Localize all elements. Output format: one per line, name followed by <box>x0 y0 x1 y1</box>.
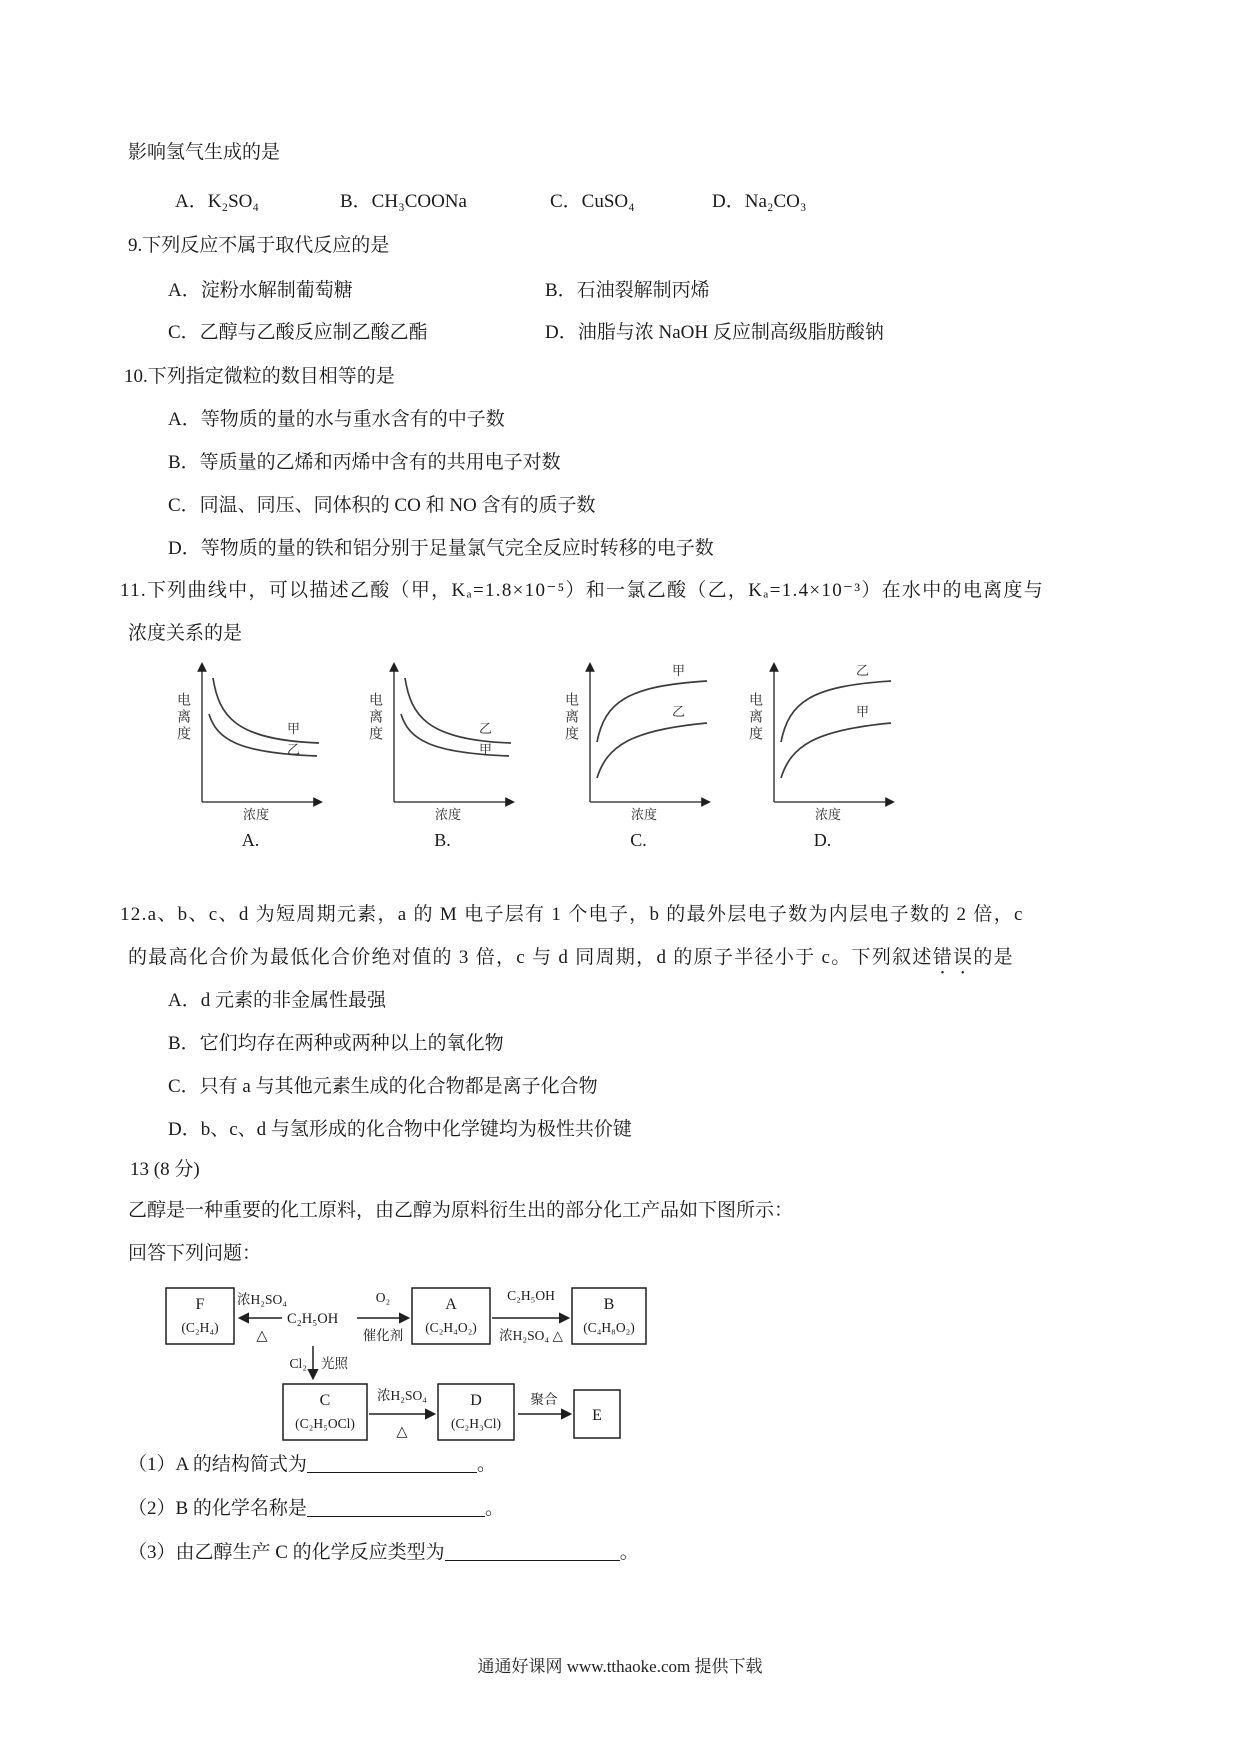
q13-sub3-period: 。 <box>619 1542 639 1563</box>
arrow-b-label-top: C₂H₅OH <box>507 1288 555 1303</box>
arrow-e-label-top: 聚合 <box>530 1392 558 1407</box>
vert-label-right: 光照 <box>321 1356 348 1371</box>
q8-option-b: B．CH₃COONa <box>340 191 467 212</box>
q12-option-c: C．只有 a 与其他元素生成的化合物都是离子化合物 <box>168 1076 598 1097</box>
q13-sub1-blank <box>307 1452 477 1473</box>
arrow-d-label-top: 浓H₂SO₄ <box>377 1388 427 1403</box>
curve-lower-label: 乙 <box>287 742 301 757</box>
graph-a-plot <box>168 652 333 827</box>
q10-option-a: A．等物质的量的水与重水含有的中子数 <box>168 409 505 430</box>
box-a-letter: A <box>445 1296 457 1313</box>
arrow-f-label-bottom: △ <box>256 1328 268 1344</box>
curve-lower <box>781 723 891 778</box>
q11-stem-line1: 11.下列曲线中，可以描述乙酸（甲，Kₐ=1.8×10⁻⁵）和一氯乙酸（乙，Kₐ=1.4×10⁻³）在水中的电离度与 <box>120 580 1045 601</box>
q13-sub3-text: （3）由乙醇生产 C 的化学反应类型为 <box>128 1542 445 1563</box>
q9-option-a: A．淀粉水解制葡萄糖 <box>168 280 353 301</box>
graph-a-letter: A. <box>241 830 260 850</box>
arrow-f-label-top: 浓H₂SO₄ <box>237 1292 287 1307</box>
q13-intro2: 回答下列问题： <box>128 1243 262 1264</box>
curve-lower-label: 甲 <box>479 742 493 757</box>
curve-upper <box>781 681 891 742</box>
q13-sub2-period: 。 <box>484 1498 504 1519</box>
q8-option-c: C．CuSO₄ <box>550 191 635 212</box>
arrow-a-label-top: O₂ <box>375 1290 391 1305</box>
q9-option-c: C．乙醇与乙酸反应制乙酸乙酯 <box>168 322 428 343</box>
arrow-a-label-bottom: 催化剂 <box>362 1328 404 1343</box>
q8-stem-tail: 影响氢气生成的是 <box>128 142 281 163</box>
curve-lower-label: 甲 <box>856 704 870 719</box>
curve-lower <box>597 723 707 778</box>
graph-c-plot <box>556 652 721 827</box>
x-axis-label: 浓度 <box>242 807 270 822</box>
box-a-formula: (C₂H₄O₂) <box>425 1320 477 1335</box>
y-axis-label: 电离度 <box>367 692 382 743</box>
q13-sub1-text: （1）A 的结构简式为 <box>128 1454 307 1475</box>
curve-upper-label: 乙 <box>856 663 870 678</box>
q11-graph-d <box>740 652 905 857</box>
graph-d-letter: D. <box>813 830 832 850</box>
q13-intro1: 乙醇是一种重要的化工原料，由乙醇为原料衍生出的部分化工产品如下图所示： <box>128 1200 794 1221</box>
box-b-formula: (C₄H₈O₂) <box>583 1320 635 1335</box>
q12-option-d: D．b、c、d 与氢形成的化合物中化学键均为极性共价键 <box>168 1119 632 1140</box>
box-d-formula: (C₂H₃Cl) <box>451 1416 501 1431</box>
q8-option-d: D．Na₂CO₃ <box>712 191 807 212</box>
q13-number: 13 (8 分) <box>130 1159 200 1180</box>
box-f-letter: F <box>195 1296 205 1313</box>
q9-option-b: B．石油裂解制丙烯 <box>545 280 710 301</box>
x-axis-label: 浓度 <box>434 807 462 822</box>
curve-lower-label: 乙 <box>672 704 686 719</box>
arrow-b-label-bottom: 浓H₂SO₄ △ <box>499 1328 563 1343</box>
q10-option-c: C．同温、同压、同体积的 CO 和 NO 含有的质子数 <box>168 495 596 516</box>
y-axis-label: 电离度 <box>563 692 578 743</box>
q9-option-d: D．油脂与浓 NaOH 反应制高级脂肪酸钠 <box>545 322 884 343</box>
box-c-formula: (C₂H₅OCl) <box>295 1416 355 1431</box>
q10-option-d: D．等物质的量的铁和铝分别于足量氯气完全反应时转移的电子数 <box>168 538 714 559</box>
q13-flow-diagram <box>150 1280 650 1450</box>
q13-sub3 <box>128 1540 639 1565</box>
footer-text: 通通好课网 www.tthaoke.com 提供下载 <box>477 1657 763 1676</box>
q12-stem-emphasis: 错误 <box>932 947 974 968</box>
q10-option-b: B．等质量的乙烯和丙烯中含有的共用电子对数 <box>168 452 561 473</box>
q13-sub1 <box>128 1452 496 1477</box>
q12-stem-line1: 12.a、b、c、d 为短周期元素，a 的 M 电子层有 1 个电子，b 的最外层电子数为内层电子数的 2 倍，c <box>120 904 1024 925</box>
q10-stem: 10.下列指定微粒的数目相等的是 <box>124 366 395 387</box>
arrow-d-label-bottom: △ <box>396 1424 408 1440</box>
graph-d-plot <box>740 652 905 827</box>
curve-upper <box>405 678 511 743</box>
q13-sub2-blank <box>307 1496 485 1517</box>
q13-sub2 <box>128 1496 504 1521</box>
box-d-letter: D <box>470 1392 482 1409</box>
q13-sub3-blank <box>445 1540 620 1561</box>
x-axis-label: 浓度 <box>630 807 658 822</box>
q9-stem: 9.下列反应不属于取代反应的是 <box>128 235 390 256</box>
graph-b-letter: B. <box>434 830 451 850</box>
q13-sub1-period: 。 <box>476 1454 496 1475</box>
q11-stem-line2: 浓度关系的是 <box>128 623 243 644</box>
curve-upper-label: 甲 <box>287 721 301 736</box>
q12-stem-line2-pre: 的最高化合价为最低化合价绝对值的 3 倍，c 与 d 同周期，d 的原子半径小于 c。下列叙述 <box>128 947 933 968</box>
y-axis-label: 电离度 <box>747 692 762 743</box>
ethanol-formula: C₂H₅OH <box>287 1311 339 1327</box>
curve-upper <box>597 681 707 742</box>
q13-sub2-text: （2）B 的化学名称是 <box>128 1498 307 1519</box>
graph-c-letter: C. <box>630 830 647 850</box>
q12-stem-line2-post: 的是 <box>973 947 1014 968</box>
box-b-letter: B <box>603 1296 615 1313</box>
curve-upper <box>213 678 319 743</box>
box-c-letter: C <box>319 1392 331 1409</box>
graph-b-plot <box>360 652 525 827</box>
q11-graph-a <box>168 652 333 857</box>
y-axis-label: 电离度 <box>175 692 190 743</box>
vert-label-left: Cl₂ <box>289 1356 307 1371</box>
box-f-formula: (C₂H₄) <box>181 1320 219 1335</box>
q11-graph-b <box>360 652 525 857</box>
q12-option-a: A．d 元素的非金属性最强 <box>168 990 386 1011</box>
curve-upper-label: 乙 <box>479 721 493 736</box>
q8-option-a: A．K₂SO₄ <box>175 191 259 212</box>
curve-upper-label: 甲 <box>672 663 686 678</box>
x-axis-label: 浓度 <box>814 807 842 822</box>
q12-option-b: B．它们均存在两种或两种以上的氧化物 <box>168 1033 504 1054</box>
box-e-letter: E <box>592 1407 602 1424</box>
q12-stem-line2 <box>128 946 1014 979</box>
q11-graph-c <box>556 652 721 857</box>
